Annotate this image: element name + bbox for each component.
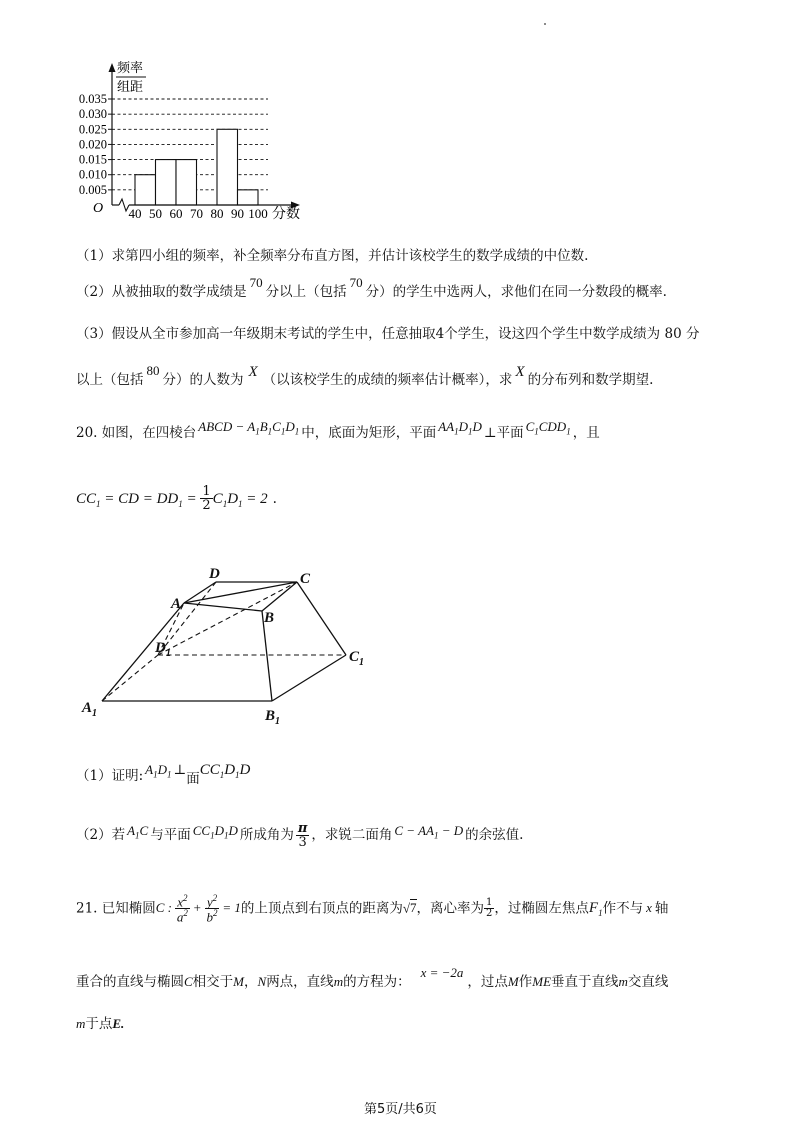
q20-plane-2: $C_1CDD_1$ <box>525 419 571 437</box>
q21-b: 的上顶点到右顶点的距离为 <box>240 900 403 917</box>
xlabel: 分数 <box>272 207 300 222</box>
edge-DD1-dashed <box>158 582 216 655</box>
histogram-bars <box>135 129 258 205</box>
q21-line3 <box>76 1012 124 1032</box>
y-tick-label: 0.035 <box>78 92 107 106</box>
line-A1D1: $A_1D_1$ <box>145 762 172 780</box>
q21-E: E. <box>112 1016 125 1031</box>
q21-d: ，过椭圆左焦点 <box>494 900 589 917</box>
q20-s2-a: （2）若 <box>76 827 126 843</box>
edge-AA1 <box>102 603 184 701</box>
q19-part2 <box>76 275 667 300</box>
y-tick-label: 0.005 <box>78 182 107 197</box>
x-tick-label: 50 <box>149 206 162 221</box>
eccentricity-half: $\frac{1}{2}$ <box>486 897 493 920</box>
histogram-bar <box>135 175 156 205</box>
label-D1: $D_1$ <box>155 640 171 659</box>
q20-intro-b: 中，底面为矩形，平面 <box>301 425 437 441</box>
x-tick-label: 70 <box>190 206 203 221</box>
q21-l2c: 两点，直线 <box>266 974 334 990</box>
q19-p2c: 分）的学生中选两人，求他们在同一分数段的概率. <box>365 284 667 300</box>
q21-M: M <box>233 974 245 989</box>
q19-p4c: （以该校学生的成绩的频率估计概率），求 <box>262 372 513 388</box>
q20-intro <box>76 421 600 443</box>
y-tick-label: 0.020 <box>78 137 107 152</box>
label-A: A <box>171 596 182 612</box>
q20-condition-equation: $CC_1$ = CD = $DD_1$ = $\frac{1}{2}$ $C_1D_1 = 2$ . <box>76 484 277 513</box>
q21-line2 <box>76 965 669 990</box>
q20-frustum-name: ABCD − $A_1B_1C_1D_1$ <box>198 419 300 437</box>
q21-line1 <box>76 894 668 924</box>
x-tick-label: 40 <box>128 206 142 221</box>
q19-p4-X: X <box>248 364 258 380</box>
edge-CC1 <box>297 582 346 655</box>
plane-CC1D1D-2: $CC_1D_1D$ <box>192 823 238 841</box>
half-fraction: $\frac{1}{2}$ <box>202 484 211 513</box>
ellipse-equation: C : $\frac{x^2}{a^2}$ + $\frac{y^2}{b^2}$ = 1 <box>155 893 241 925</box>
q21-c: ，离心率为 <box>416 900 485 917</box>
q21-ME: ME <box>532 974 552 989</box>
q21-M2: M <box>507 974 519 989</box>
q19-part3 <box>76 322 699 342</box>
x-tick-labels <box>129 206 268 221</box>
q20-s1-label: （1）证明: <box>76 768 144 784</box>
q20-s1-face: 面 <box>186 771 200 787</box>
q20-intro-c: 平面 <box>496 425 524 441</box>
origin-label: O <box>93 201 104 216</box>
q21-l2f: 作 <box>518 974 533 990</box>
histogram-bar <box>217 129 238 205</box>
y-tick-label: 0.010 <box>78 167 107 182</box>
speck <box>544 23 546 25</box>
x-tick-label: 60 <box>169 206 183 221</box>
histogram-bar <box>156 160 177 205</box>
q21-l2b: 相交于 <box>192 974 234 990</box>
perp-symbol: ⊥ <box>483 425 497 441</box>
q21-f: 轴 <box>654 900 669 917</box>
q20-s2-b: 与平面 <box>150 827 191 843</box>
q19-p2-v2: 70 <box>349 275 363 290</box>
q21-l2d: 的方程为： <box>343 974 411 990</box>
q19-p4-X2: X <box>515 364 525 380</box>
label-B: B <box>264 610 275 626</box>
edge-D1C-dashed <box>158 582 297 655</box>
q20-part1 <box>76 764 250 786</box>
q20-s2-d: ，求锐二面角 <box>311 827 393 843</box>
q21-l3a: 于点 <box>85 1016 113 1032</box>
q19-p2a: （2）从被抽取的数学成绩是 <box>76 284 247 300</box>
label-D: D <box>209 566 220 582</box>
q21-m: m <box>333 974 344 989</box>
q20-intro-d: ，且 <box>572 425 600 441</box>
y-tick-labels <box>79 92 107 197</box>
y-tick-label: 0.015 <box>78 152 107 167</box>
label-A1: $A_1$ <box>82 700 98 719</box>
q21-N: N <box>257 974 267 989</box>
frequency-histogram <box>60 55 320 225</box>
q19-part1: （1）求第四小组的频率，补全频率分布直方图，并估计该校学生的数学成绩的中位数. <box>76 248 589 264</box>
q19-p4b: 分）的人数为 <box>162 372 244 388</box>
dihedral-angle: $C - AA_1 - D$ <box>394 823 464 841</box>
x-tick-label: 80 <box>210 206 224 221</box>
label-C: C <box>300 571 311 587</box>
q21-l2a: 重合的直线与椭圆 <box>76 974 184 990</box>
label-B1: $B_1$ <box>265 708 281 727</box>
q20-plane-1: $AA_1D_1D$ <box>438 419 482 437</box>
x-tick-label: 90 <box>231 206 244 221</box>
q19-p3b: 个学生，设这四个学生中数学成绩为 80 分 <box>444 326 700 342</box>
ylabel-bottom: 组距 <box>117 79 144 94</box>
y-axis-arrow <box>109 63 116 72</box>
eq-dot: . <box>272 491 277 507</box>
q21-x: x <box>646 900 652 916</box>
edge-CB <box>262 582 297 611</box>
q19-p4a: 以上（包括 <box>76 372 144 388</box>
q21-l2e: ，过点 <box>467 974 508 990</box>
q21-m2: m <box>618 974 628 989</box>
q19-part3-cont <box>76 363 654 389</box>
y-tick-label: 0.030 <box>78 107 107 122</box>
histogram-bar <box>238 190 259 205</box>
q19-p4d: 的分布列和数学期望. <box>527 372 654 388</box>
label-C1: $C_1$ <box>349 649 365 668</box>
axis-break-icon <box>119 199 129 211</box>
q19-p3-n: 4 <box>435 326 445 342</box>
q21-a: 21. 已知椭圆 <box>76 900 156 917</box>
ylabel-top: 频率 <box>117 60 144 75</box>
q20-part2 <box>76 822 523 849</box>
y-tick-label: 0.025 <box>78 122 107 137</box>
q20-s2-e: 的余弦值. <box>465 827 524 843</box>
sqrt-7: √7 <box>402 900 417 916</box>
page-footer: 第5页/共6页 <box>364 1102 437 1117</box>
line-A1C: $A_1C$ <box>127 823 149 841</box>
plane-CC1D1D: $CC_1D_1D$ <box>199 762 251 780</box>
edge-A1D1-dashed <box>102 655 158 701</box>
edge-B1C1 <box>272 655 346 701</box>
q21-C: C <box>184 974 193 989</box>
frustum-figure <box>78 560 378 730</box>
q19-p2b: 分以上（包括 <box>265 284 347 300</box>
q19-p3a: （3）假设从全市参加高一年级期末考试的学生中，任意抽取 <box>76 326 436 342</box>
q21-l2g: 垂直于直线 <box>551 974 619 990</box>
x-tick-label: 100 <box>248 206 268 221</box>
perp-symbol: ⊥ <box>173 762 187 778</box>
line-m-equation: x = −2a <box>420 965 464 980</box>
q19-p4-v: 80 <box>146 363 160 378</box>
q21-comma: ， <box>244 974 258 990</box>
q21-l2h: 交直线 <box>627 974 669 990</box>
q21-e: 作不与 <box>602 900 644 917</box>
q19-p2-v1: 70 <box>249 275 263 290</box>
histogram-bar <box>176 160 197 205</box>
q20-intro-a: 20. 如图，在四棱台 <box>76 425 197 441</box>
focus-F1: $F_1$ <box>588 900 603 919</box>
pi-over-3: $\frac{\pi}{3}$ <box>297 821 308 850</box>
q20-s2-c: 所成角为 <box>239 827 294 843</box>
q21-m3: m <box>76 1016 86 1031</box>
